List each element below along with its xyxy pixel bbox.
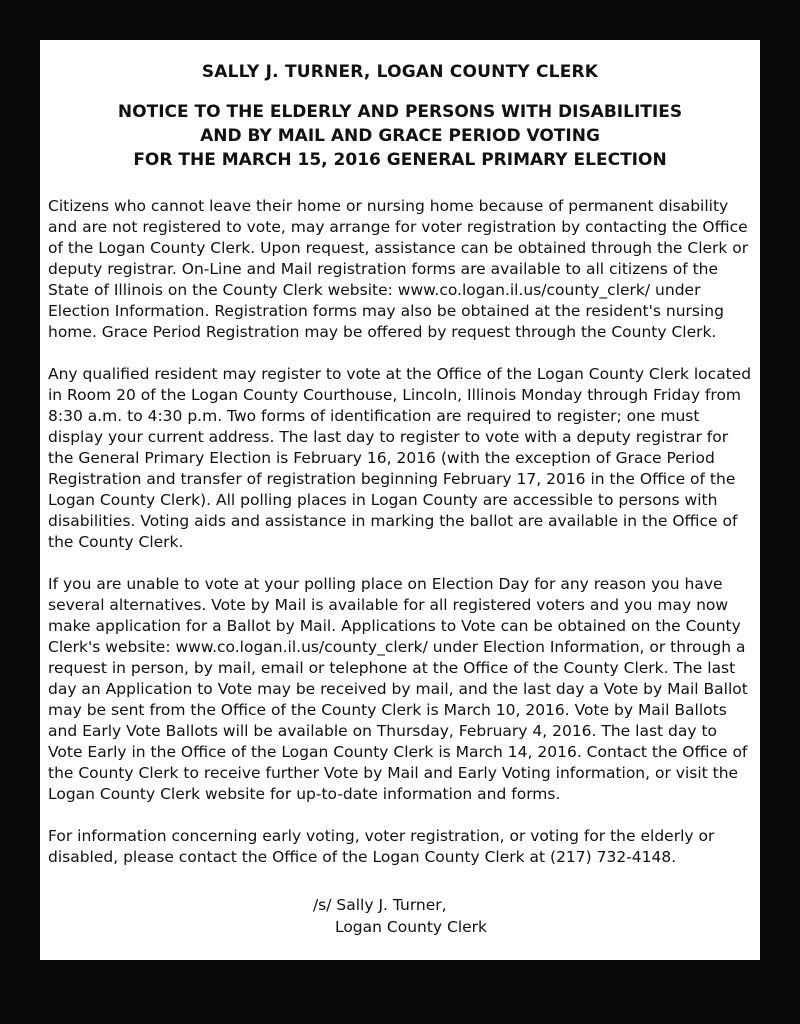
notice-body [48, 196, 752, 868]
notice-heading-line-2: AND BY MAIL AND GRACE PERIOD VOTING [200, 126, 600, 146]
paragraph-contact-info: For information concerning early voting, voter registration, or voting for the elderly or disabled, please contact the Office of the Logan County Clerk at (217) 732-4148. [48, 827, 715, 866]
paragraph-vote-by-mail: If you are unable to vote at your polling place on Election Day for any reason you have several alternatives. Vote by Mail is available for all registered voters and you may now make application for a Ballot by Mail. Applications to Vote can be obtained on the County Clerk's website: www.co.logan.il.us/county_clerk/ under Election Information, or through a request in person, by mail, email or telephone at the Office of the County Clerk. The last day an Application to Vote may be received by mail, and the last day a Vote by Mail Ballot may be sent from the Office of the County Clerk is March 10, 2016. Vote by Mail Ballots and Early Vote Ballots will be available on Thursday, February 4, 2016. The last day to Vote Early in the Office of the Logan County Clerk is March 14, 2016. Contact the Office of the County Clerk to receive further Vote by Mail and Early Voting information, or visit the Logan County Clerk website for up-to-date information and forms. [48, 575, 748, 803]
notice-sheet [40, 40, 760, 960]
signature-title: Logan County Clerk [334, 918, 488, 936]
notice-heading-line-3: FOR THE MARCH 15, 2016 GENERAL PRIMARY ELECTION [133, 150, 667, 170]
paragraph-registration: Citizens who cannot leave their home or nursing home because of permanent disability and are not registered to vote, may arrange for voter registration by contacting the Office of the Logan County Clerk. Upon request, assistance can be obtained through the Clerk or deputy registrar. On-Line and Mail registration forms are available to all citizens of the State of Illinois on the County Clerk website: www.co.logan.il.us/county_clerk/ under Election Information. Registration forms may also be obtained at the resident's nursing home. Grace Period Registration may be offered by request through the County Clerk. [48, 197, 749, 341]
notice-heading-line-1: NOTICE TO THE ELDERLY AND PERSONS WITH DISABILITIES [117, 102, 683, 122]
clerk-title: SALLY J. TURNER, LOGAN COUNTY CLERK [201, 62, 599, 82]
signature-name: /s/ Sally J. Turner, [312, 896, 447, 914]
paragraph-register-office: Any qualified resident may register to vote at the Office of the Logan County Clerk located in Room 20 of the Logan County Courthouse, Lincoln, Illinois Monday through Friday from 8:30 a.m. to 4:30 p.m. Two forms of identification are required to register; one must display your current address. The last day to register to vote with a deputy registrar for the General Primary Election is February 16, 2016 (with the exception of Grace Period Registration and transfer of registration beginning February 17, 2016 in the Office of the Logan County Clerk). All polling places in Logan County are accessible to persons with disabilities. Voting aids and assistance in marking the ballot are available in the Office of the County Clerk. [48, 365, 752, 551]
signature-block [313, 894, 487, 938]
notice-heading [48, 100, 752, 172]
